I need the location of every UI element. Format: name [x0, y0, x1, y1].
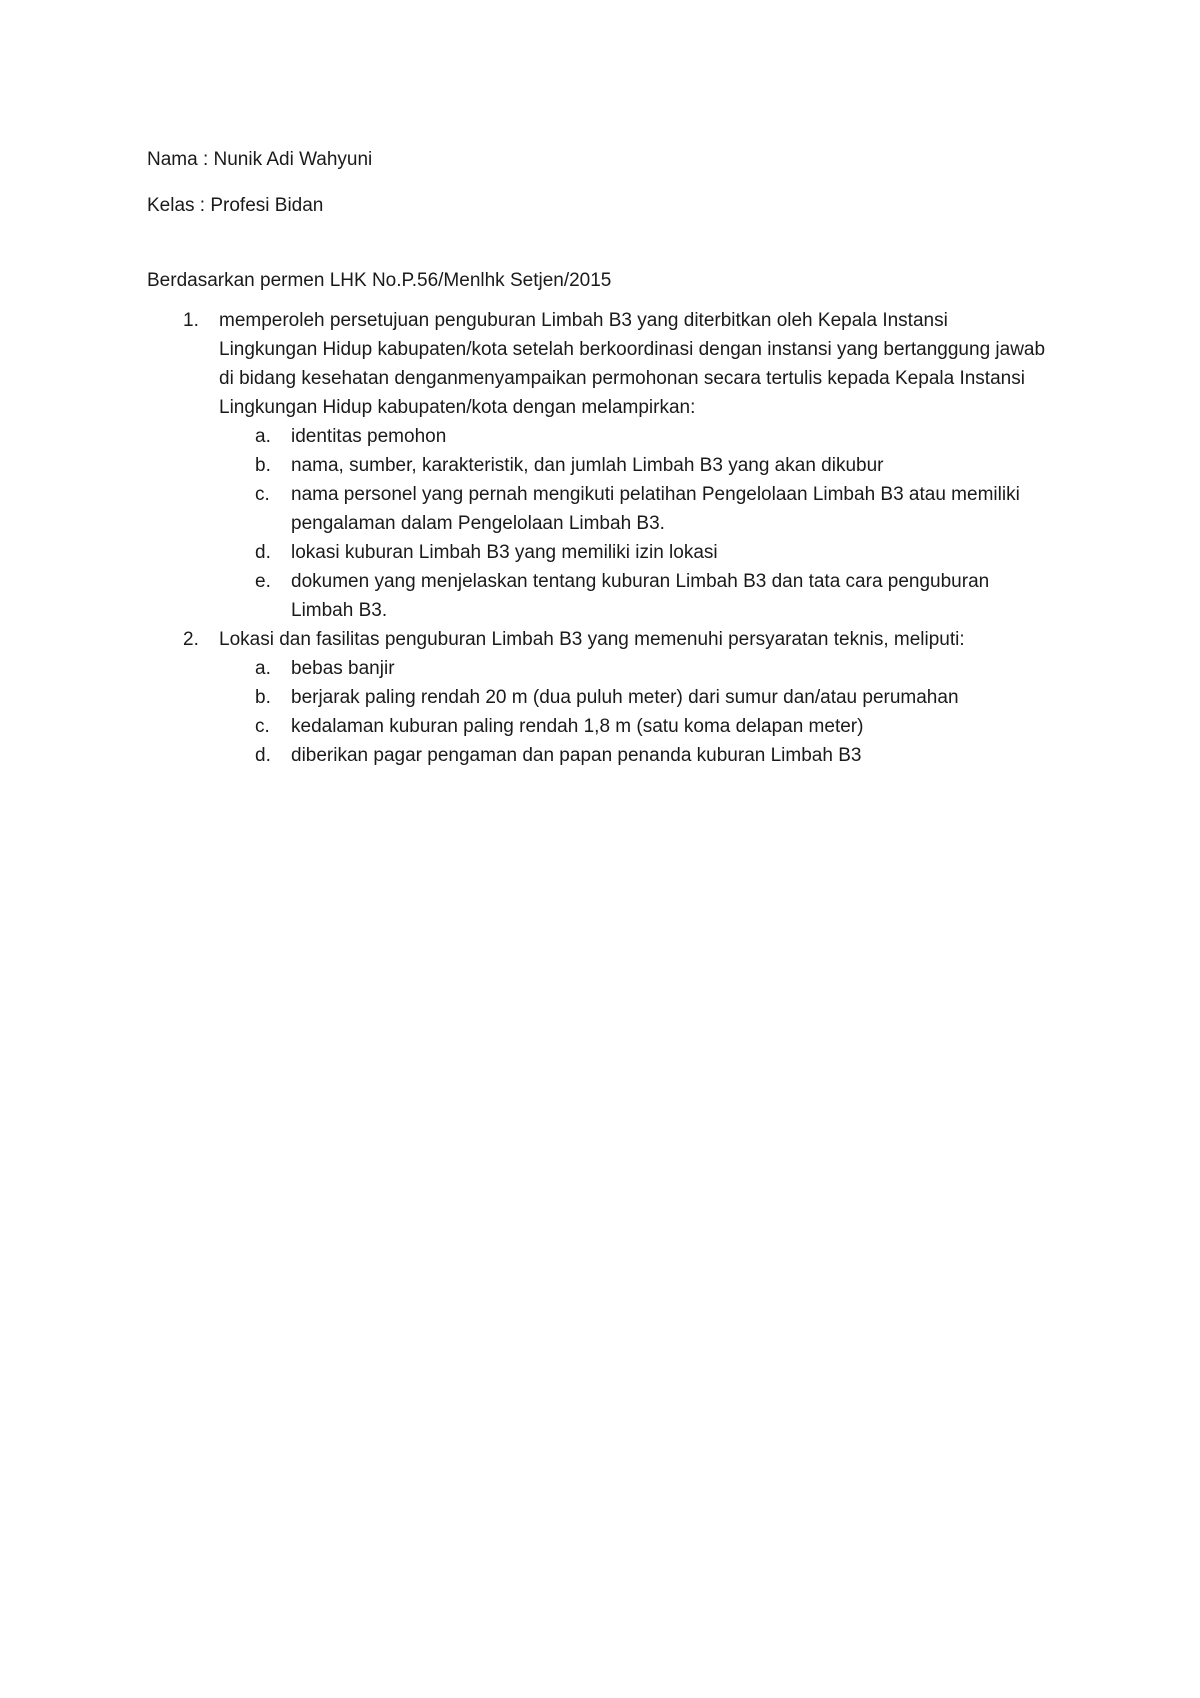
student-name: Nama : Nunik Adi Wahyuni [147, 149, 373, 170]
sub-list-letter: b. [255, 455, 271, 476]
document-body [147, 145, 1047, 770]
sub-list-item [219, 567, 1047, 625]
sub-list [219, 654, 1047, 770]
sub-list-item-text: kedalaman kuburan paling rendah 1,8 m (satu koma delapan meter) [291, 716, 864, 737]
sub-list [219, 422, 1047, 625]
list-number: 2. [183, 629, 199, 650]
sub-list-letter: d. [255, 542, 271, 563]
sub-list-letter: c. [255, 716, 270, 737]
sub-list-letter: c. [255, 484, 270, 505]
sub-list-letter: a. [255, 426, 271, 447]
sub-list-item [219, 683, 1047, 712]
list-item [147, 625, 1047, 770]
list-number: 1. [183, 310, 199, 331]
sub-list-letter: b. [255, 687, 271, 708]
sub-list-item-text: nama personel yang pernah mengikuti pelatihan Pengelolaan Limbah B3 atau memiliki pengalaman dalam Pengelolaan Limbah B3. [291, 484, 1020, 534]
sub-list-item [219, 654, 1047, 683]
intro-line: Berdasarkan permen LHK No.P.56/Menlhk Setjen/2015 [147, 270, 612, 291]
list-item-text: Lokasi dan fasilitas penguburan Limbah B3 yang memenuhi persyaratan teknis, meliputi: [219, 629, 965, 650]
sub-list-item-text: nama, sumber, karakteristik, dan jumlah Limbah B3 yang akan dikubur [291, 455, 884, 476]
sub-list-item-text: dokumen yang menjelaskan tentang kuburan Limbah B3 dan tata cara penguburan Limbah B3. [291, 571, 990, 621]
sub-list-item [219, 422, 1047, 451]
sub-list-item-text: lokasi kuburan Limbah B3 yang memiliki izin lokasi [291, 542, 718, 563]
sub-list-item-text: diberikan pagar pengaman dan papan penanda kuburan Limbah B3 [291, 745, 862, 766]
sub-list-item-text: identitas pemohon [291, 426, 447, 447]
sub-list-letter: d. [255, 745, 271, 766]
sub-list-item [219, 480, 1047, 538]
sub-list-item [219, 741, 1047, 770]
sub-list-letter: e. [255, 571, 271, 592]
sub-list-item [219, 712, 1047, 741]
student-class: Kelas : Profesi Bidan [147, 195, 324, 216]
sub-list-item [219, 451, 1047, 480]
sub-list-item [219, 538, 1047, 567]
sub-list-letter: a. [255, 658, 271, 679]
list-item-text: memperoleh persetujuan penguburan Limbah B3 yang diterbitkan oleh Kepala Instansi Lingkungan Hidup kabupaten/kota setelah berkoordinasi dengan instansi yang bertanggung jawab di bidang kesehatan denganmenyampaikan permohonan secara tertulis kepada Kepala Instansi Lingkungan Hidup kabupaten/kota dengan melampirkan: [219, 310, 1046, 418]
requirements-list [147, 306, 1047, 770]
sub-list-item-text: bebas banjir [291, 658, 395, 679]
list-item [147, 306, 1047, 625]
sub-list-item-text: berjarak paling rendah 20 m (dua puluh meter) dari sumur dan/atau perumahan [291, 687, 959, 708]
